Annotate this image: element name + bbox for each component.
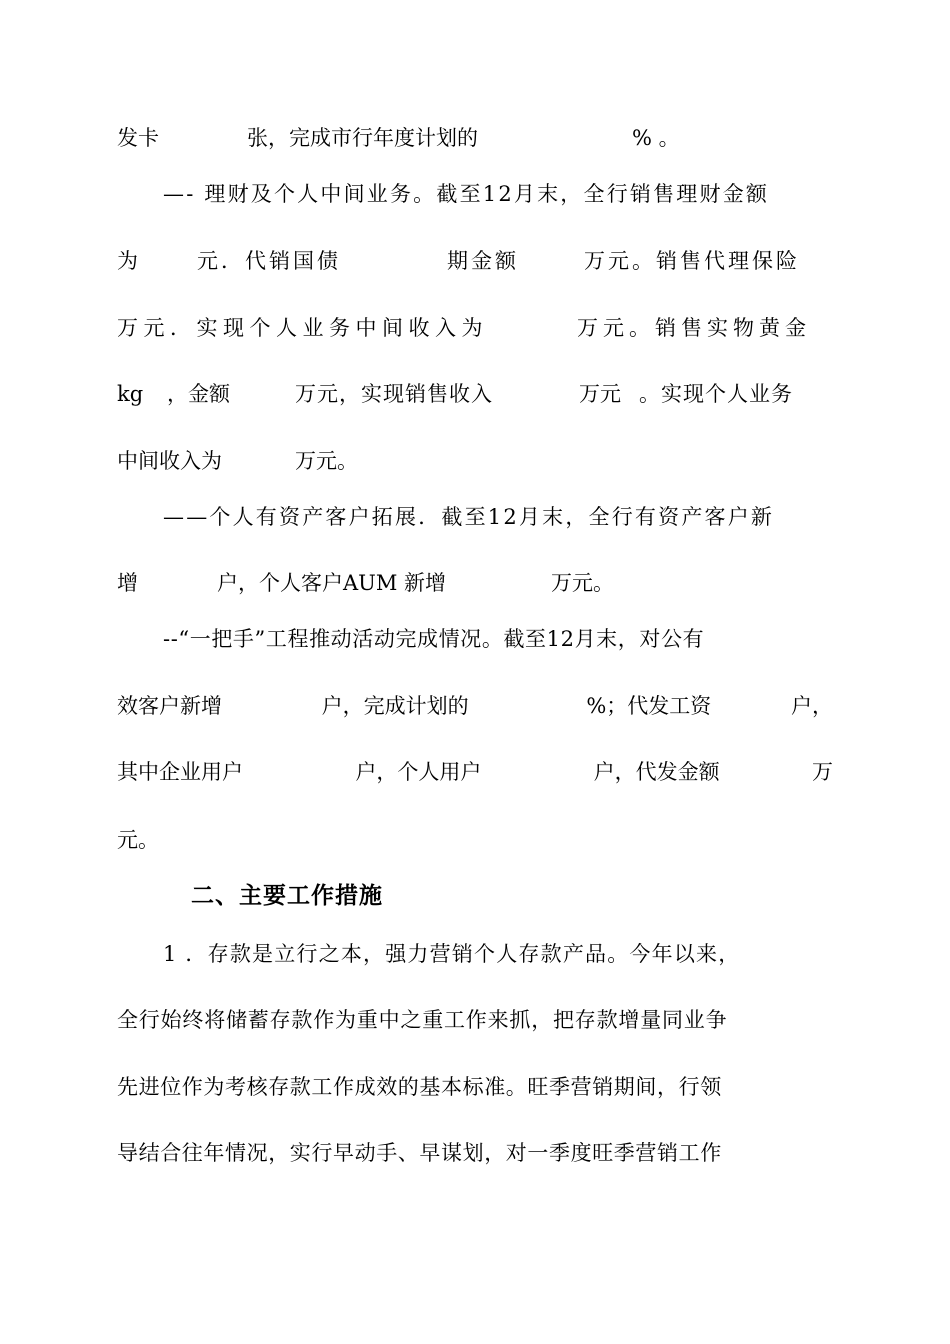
text-line <box>117 1138 833 1168</box>
text-line <box>117 568 833 598</box>
text-segment: ，金额 <box>167 382 230 406</box>
text-segment: 万元。 <box>295 449 358 473</box>
text-segment: kg <box>117 382 144 406</box>
text-segment: 为 <box>117 249 138 273</box>
text-segment: % 。 <box>632 126 680 150</box>
text-segment: 户，个人客户AUM 新增 <box>217 571 447 595</box>
text-segment: 万元。销售代理保险 <box>584 249 800 273</box>
text-segment: %；代发工资 <box>586 694 712 718</box>
text-segment: 元．代销国债 <box>197 249 341 273</box>
text-segment: 。实现个人业务 <box>639 382 793 406</box>
text-segment: 万元。销售实物黄金 <box>577 316 811 340</box>
text-line <box>117 1005 833 1035</box>
text-line <box>117 1072 833 1102</box>
text-segment: 先进位作为考核存款工作成效的基本标准。旺季营销期间，行领 <box>117 1075 722 1099</box>
text-line <box>117 246 833 276</box>
text-segment: 万 <box>811 760 833 784</box>
text-segment: 中间收入为 <box>117 449 222 473</box>
section-heading: 二、主要工作措施 <box>191 883 383 909</box>
text-segment: 户， <box>790 694 833 718</box>
text-segment: 户，完成计划的 <box>321 694 469 718</box>
text-segment: 其中企业用户 <box>117 760 243 784</box>
text-line <box>117 446 833 476</box>
text-segment: 期金额 <box>447 249 519 273</box>
text-line <box>117 757 833 787</box>
text-line <box>163 502 833 532</box>
text-segment: 元。 <box>117 828 159 852</box>
text-segment: 万元 <box>579 382 621 406</box>
text-segment: --“一把手”工程推动活动完成情况。截至12月末，对公有 <box>163 627 705 651</box>
text-line <box>117 123 833 153</box>
text-line <box>163 179 833 209</box>
text-line <box>117 691 833 721</box>
text-segment: 户，个人用户 <box>355 760 482 784</box>
text-segment: 发卡 <box>117 126 159 150</box>
text-segment: —- 理财及个人中间业务。截至12月末，全行销售理财金额 <box>163 182 770 206</box>
text-segment: 万元．实现个人业务中间收入为 <box>117 316 488 340</box>
text-line <box>163 939 833 969</box>
text-segment: 万元，实现销售收入 <box>295 382 493 406</box>
text-segment: 全行始终将储蓄存款作为重中之重工作来抓，把存款增量同业争 <box>117 1008 728 1032</box>
text-segment: 增 <box>117 571 138 595</box>
text-line <box>117 379 833 409</box>
text-segment: ——个人有资产客户拓展．截至12月末，全行有资产客户新 <box>163 505 775 529</box>
text-line <box>163 624 833 654</box>
text-line <box>117 825 833 855</box>
text-segment: 张，完成市行年度计划的 <box>247 126 478 150</box>
text-segment: 户，代发金额 <box>593 760 720 784</box>
text-segment: 导结合往年情况，实行早动手、早谋划，对一季度旺季营销工作 <box>117 1141 722 1165</box>
text-line <box>117 313 833 343</box>
text-segment: 万元。 <box>551 571 614 595</box>
text-segment: 1 ．存款是立行之本，强力营销个人存款产品。今年以来， <box>163 942 741 966</box>
text-segment: 效客户新增 <box>117 694 222 718</box>
